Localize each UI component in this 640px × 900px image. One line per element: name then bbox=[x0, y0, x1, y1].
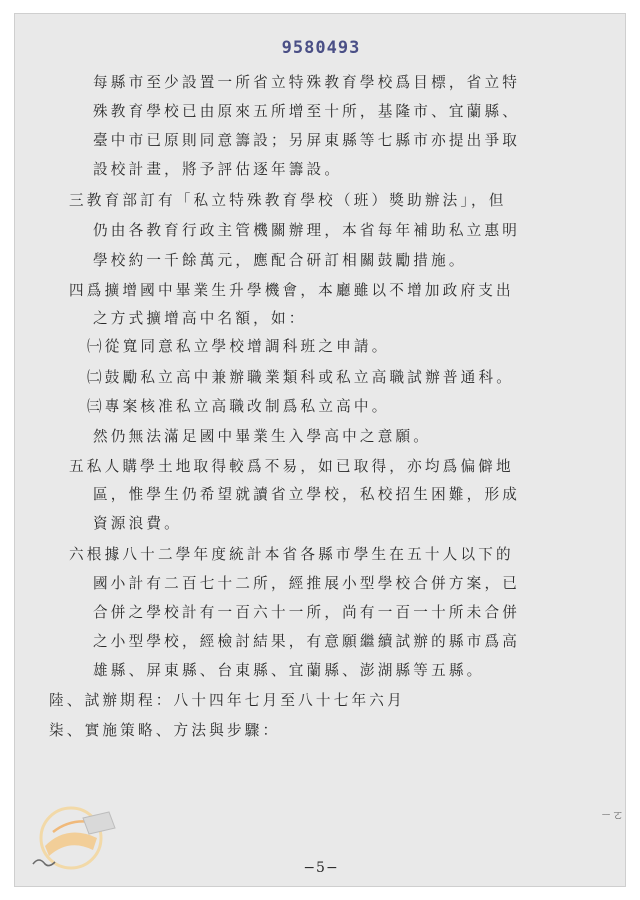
document-page bbox=[14, 13, 626, 887]
body-line: 合併之學校計有一百六十一所，尚有一百一十所未合併 bbox=[93, 604, 521, 621]
body-line: 六根據八十二學年度統計本省各縣市學生在五十人以下的 bbox=[69, 546, 514, 563]
body-line: 學校約一千餘萬元，應配合研訂相關鼓勵措施。 bbox=[93, 252, 467, 269]
body-line: 然仍無法滿足國中畢業生入學高中之意願。 bbox=[93, 428, 432, 445]
body-line: 國小計有二百七十二所，經推展小型學校合併方案，已 bbox=[93, 575, 521, 592]
document-number: 9580493 bbox=[281, 38, 361, 58]
body-line: 仍由各教育行政主管機關辦理，本省每年補助私立惠明 bbox=[93, 222, 521, 239]
body-line: 三教育部訂有「私立特殊教育學校（班）獎助辦法」，但 bbox=[69, 192, 507, 209]
body-line: 殊教育學校已由原來五所增至十所，基隆市、宜蘭縣、 bbox=[93, 103, 521, 120]
body-line: 臺中市已原則同意籌設；另屏東縣等七縣市亦提出爭取 bbox=[93, 132, 521, 149]
body-line: 每縣市至少設置一所省立特殊教育學校爲目標，省立特 bbox=[93, 74, 521, 91]
section-heading: 陸、試辦期程：八十四年七月至八十七年六月 bbox=[49, 692, 405, 709]
body-line: 之小型學校，經檢討結果，有意願繼續試辦的縣市爲高 bbox=[93, 633, 521, 650]
section-heading: 柒、實施策略、方法與步驟： bbox=[49, 722, 281, 739]
body-line: 四爲擴增國中畢業生升學機會，本廳雖以不增加政府支出 bbox=[69, 282, 514, 299]
body-line: 資源浪費。 bbox=[93, 515, 182, 532]
page-number: −5− bbox=[303, 860, 339, 876]
body-line: ㈢專案核准私立高職改制爲私立高中。 bbox=[87, 398, 390, 415]
body-line: ㈠從寬同意私立學校增調科班之申請。 bbox=[87, 338, 390, 355]
body-line: 五私人購學土地取得較爲不易，如已取得，亦均爲偏僻地 bbox=[69, 458, 514, 475]
body-line: 之方式擴增高中名額，如： bbox=[93, 310, 307, 327]
body-line: 區，惟學生仍希望就讀省立學校，私校招生困難，形成 bbox=[93, 486, 521, 503]
body-line: 設校計畫，將予評估逐年籌設。 bbox=[93, 161, 343, 178]
body-line: ㈡鼓勵私立高中兼辦職業類科或私立高職試辦普通科。 bbox=[87, 369, 515, 386]
margin-mark: ㄧㄛ bbox=[600, 808, 625, 822]
body-line: 雄縣、屏東縣、台東縣、宜蘭縣、澎湖縣等五縣。 bbox=[93, 662, 485, 679]
